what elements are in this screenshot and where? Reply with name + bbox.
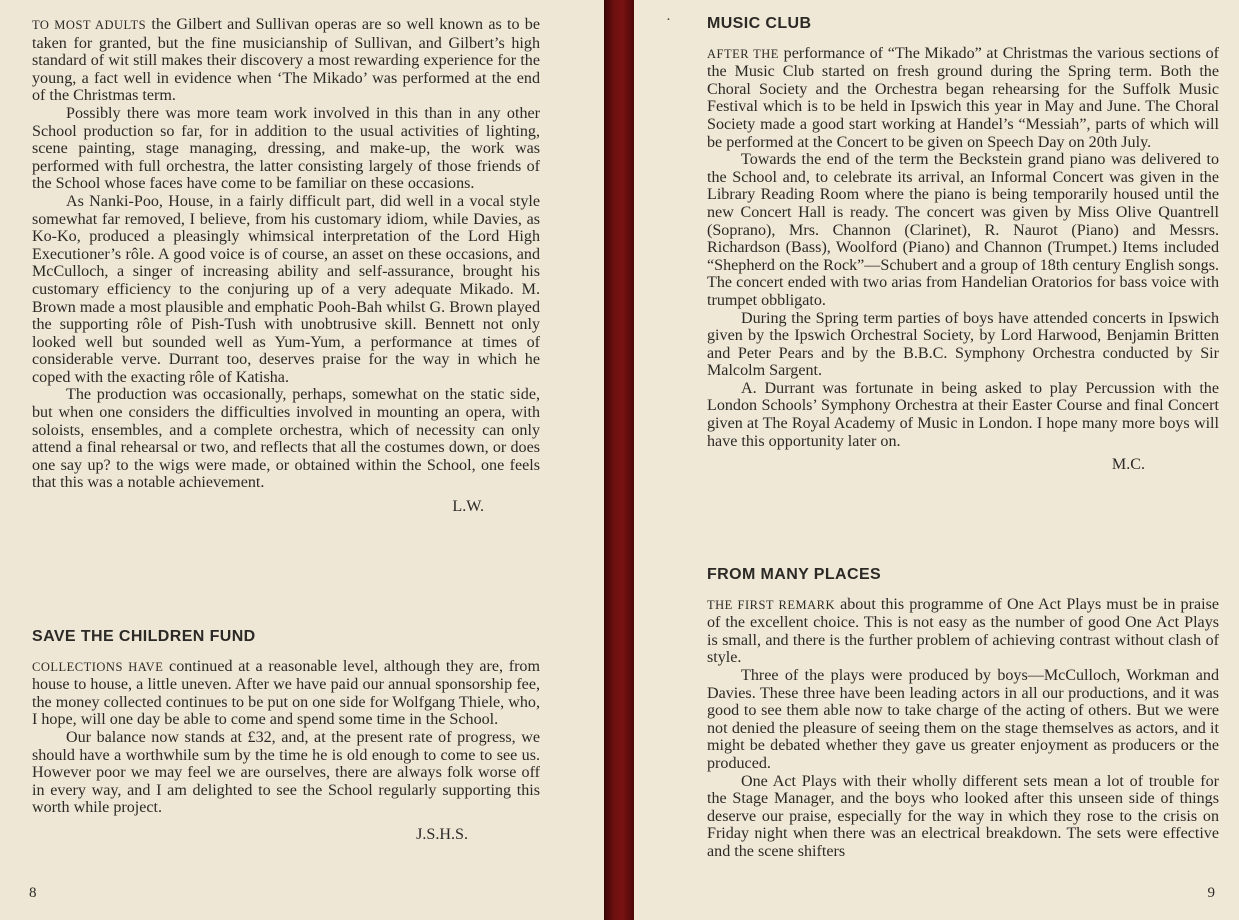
mikado-paragraph-1: TO MOST ADULTS the Gilbert and Sullivan operas are so well known as to be taken for granted, but the fine musicianship of Sullivan, and Gilbert’s high standard of wit still makes their discovery a most rewarding experience for the young, a fact well in evidence when ‘The Mikado’ was performed at the end of the Christmas term. xyxy=(32,16,540,105)
music-club-paragraph-4: A. Durrant was fortunate in being asked to play Percussion with the London Schools’ Symphony Orchestra at their Easter Course and final Concert given at The Royal Academy of Music in London. I hope many more boys will have this opportunity later on. xyxy=(707,379,1219,450)
save-children-paragraph-1: COLLECTIONS HAVE continued at a reasonable level, although they are, from house to house, a little uneven. After we have paid our annual sponsorship fee, the money collected continues to be put on one side for Wolfgang Thiele, who, I hope, will one day be able to come and spend some time in the School. xyxy=(32,657,540,729)
many-places-lead: THE FIRST REMARK xyxy=(707,597,835,612)
right-page xyxy=(634,0,1239,920)
save-children-heading: SAVE THE CHILDREN FUND xyxy=(32,628,256,645)
music-club-paragraph-1: AFTER THE performance of “The Mikado” at Christmas the various sections of the Music Club started on fresh ground during the Spring term. Both the Choral Society and the Orchestra began rehearsing for the Suffolk Music Festival which is to be held in Ipswich this year in May and June. The Choral Society made a good start working at Handel’s “Messiah”, parts of which will be performed at the Concert to be given on Speech Day on 20th July. xyxy=(707,44,1219,151)
music-club-heading: MUSIC CLUB xyxy=(707,15,812,32)
many-places-paragraph-1: THE FIRST REMARK about this programme of One Act Plays must be in praise of the excellent choice. This is not easy as the number of good One Act Plays is small, and there is the further problem of achieving contrast without clash of style. xyxy=(707,595,1219,667)
music-club-paragraph-2: Towards the end of the term the Beckstein grand piano was delivered to the School and, to celebrate its arrival, an Informal Concert was given in the Library Reading Room where the piano is being temporarily housed until the new Concert Hall is ready. The concert was given by Miss Olive Quantrell (Soprano), Mrs. Channon (Clarinet), R. Naurot (Piano) and Messrs. Richardson (Bass), Woolford (Piano) and Channon (Trumpet.) Items included “Shepherd on the Rock”—Schubert and a group of 18th century English songs. The concert ended with two arias from Handelian Oratorios for bass voice with trumpet obbligato. xyxy=(707,151,1219,309)
save-children-signature: J.S.H.S. xyxy=(416,825,468,843)
left-page xyxy=(0,0,604,920)
page-mark: · xyxy=(666,12,671,28)
save-children-paragraph-2: Our balance now stands at £32, and, at the present rate of progress, we should have a worthwhile sum by the time he is old enough to come to see us. However poor we may feel we are ourselves, there are always folk worse off in every way, and I am delighted to see the School regularly supporting this worth while project. xyxy=(32,728,540,817)
many-places-paragraph-2: Three of the plays were produced by boys—McCulloch, Workman and Davies. These three have been leading actors in all our productions, and it was good to see them able now to take charge of the acting of others. But we were not denied the pleasure of seeing them on the stage themselves as actors, and it might be debated whether they gave us greater enjoyment as producers or the produced. xyxy=(707,666,1219,772)
save-children-lead: COLLECTIONS HAVE xyxy=(32,659,164,674)
many-places-paragraph-3: One Act Plays with their wholly different sets mean a lot of trouble for the Stage Manager, and the boys who looked after this unseen side of things deserve our praise, especially for the way in which they rose to the crisis on Friday night when there was an electrical breakdown. The sets were effective and the scene shifters xyxy=(707,772,1219,860)
many-places-heading: FROM MANY PLACES xyxy=(707,566,882,583)
mikado-paragraph-2: Possibly there was more team work involved in this than in any other School production so far, for in addition to the usual activities of lighting, scene painting, stage managing, dressing, and make-up, the work was performed with full orchestra, the latter consisting largely of those friends of the School whose faces have come to be familiar on these occasions. xyxy=(32,104,540,193)
music-club-article xyxy=(707,15,1219,474)
mikado-article xyxy=(32,16,540,516)
mikado-lead: TO MOST ADULTS xyxy=(32,18,147,32)
mikado-signature: L.W. xyxy=(452,498,484,516)
page-number-right: 9 xyxy=(1207,885,1215,901)
page-number-left: 8 xyxy=(29,885,37,901)
book-spine xyxy=(604,0,634,920)
music-club-signature: M.C. xyxy=(1111,456,1145,474)
mikado-paragraph-3: As Nanki-Poo, House, in a fairly difficult part, did well in a vocal style somewhat far removed, I believe, from his customary idiom, while Davies, as Ko-Ko, produced a pleasingly whimsical interpretation of the Lord High Executioner’s rôle. A good voice is of course, an asset on these occasions, and McCulloch, a singer of increasing ability and self-assurance, brought his customary efficiency to the conjuring up of a very adequate Mikado. M. Brown made a most plausible and emphatic Pooh-Bah whilst G. Brown played the supporting rôle of Pish-Tush with unobtrusive skill. Bennett not only looked well but sounded well as Yum-Yum, a performance at times of considerable verve. Durrant too, deserves praise for the way in which he coped with the exacting rôle of Katisha. xyxy=(32,192,540,386)
many-places-article xyxy=(707,566,1219,861)
music-club-paragraph-3: During the Spring term parties of boys have attended concerts in Ipswich given by the Ipswich Orchestral Society, by Lord Harwood, Benjamin Britten and Peter Pears and by the B.B.C. Symphony Orchestra conducted by Sir Malcolm Sargent. xyxy=(707,309,1219,380)
save-children-article xyxy=(32,628,540,844)
mikado-paragraph-4: The production was occasionally, perhaps, somewhat on the static side, but when one considers the difficulties involved in mounting an opera, with soloists, ensembles, and a complete orchestra, which of necessity can only attend a final rehearsal or two, and reflects that all the costumes down, or does one say up? to the wigs were made, or obtained within the School, one feels that this was a notable achievement. xyxy=(32,386,540,492)
music-club-lead: AFTER THE xyxy=(707,46,779,61)
